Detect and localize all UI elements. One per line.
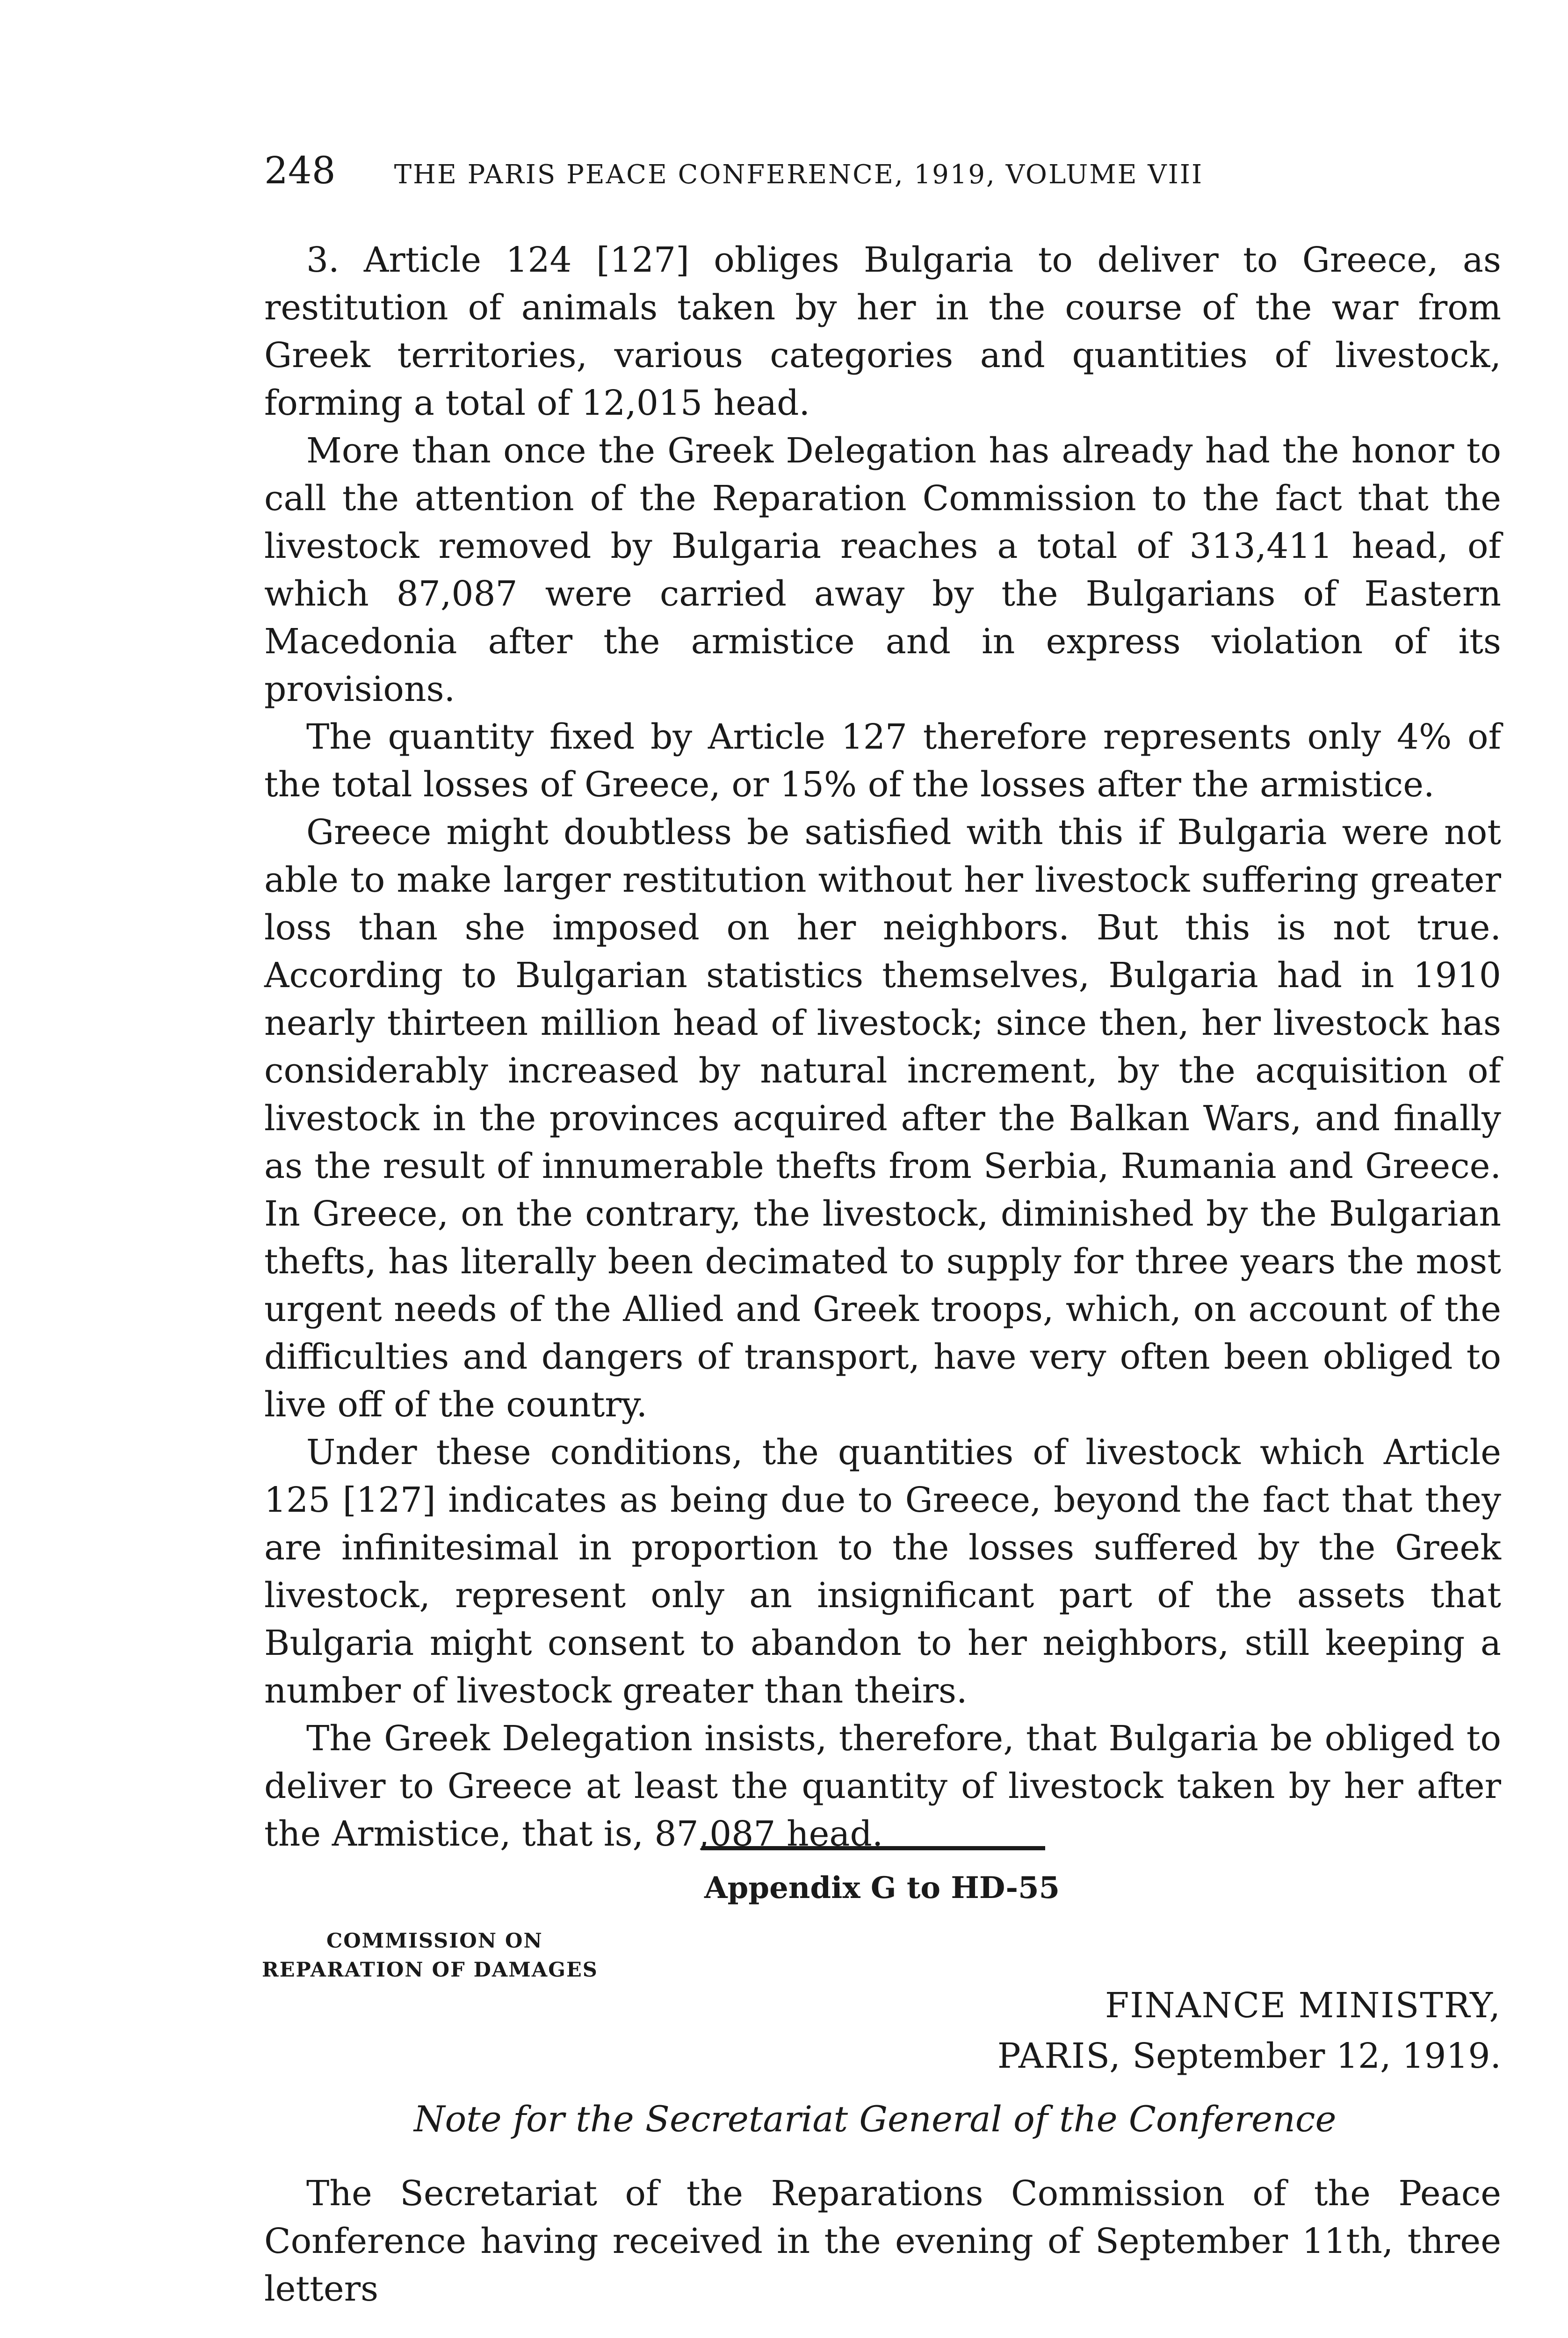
page-header xyxy=(264,149,1501,200)
commission-label-line1: COMMISSION ON xyxy=(326,1929,543,1953)
paragraph: Under these conditions, the quantities of livestock which Article 125 [127] indicates as being due to Greece, beyond the fact that they are infinitesimal in proportion to the losses suffered by the Greek livestock, represent only an insignificant part of the assets that Bulgaria might consent to abandon to her neighbors, still keeping a number of livestock greater than theirs. xyxy=(264,1432,1501,1711)
commission-label xyxy=(262,1927,598,1984)
dateline-date: September 12, 1919. xyxy=(1132,2036,1501,2076)
paragraph: The quantity fixed by Article 127 therefore represents only 4% of the total losses of Greece, or 15% of the losses after the armistice. xyxy=(264,717,1501,805)
note-title: Note for the Secretariat General of the Conference xyxy=(414,2098,1337,2140)
paragraph: Greece might doubtless be satisfied with this if Bulgaria were not able to make larger restitution without her livestock suffering greater loss than she imposed on her neighbors. But this is not true. According to Bulgarian statistics themselves, Bulgaria had in 1910 nearly thirteen million head of livestock; since then, her livestock has considerably increased by natural increment, by the acquisition of livestock in the provinces acquired after the Balkan Wars, and finally as the result of innumerable thefts from Serbia, Rumania and Greece. In Greece, on the contrary, the livestock, diminished by the Bulgarian thefts, has literally been decimated to supply for three years the most urgent needs of the Allied and Greek troops, which, on account of the difficulties and dangers of transport, have very often been obliged to live off of the country. xyxy=(264,812,1501,1425)
running-head: THE PARIS PEACE CONFERENCE, 1919, VOLUME VIII xyxy=(394,159,1204,190)
dateline-ministry: FINANCE MINISTRY, xyxy=(1105,1985,1501,2026)
appendix-title: Appendix G to HD-55 xyxy=(704,1870,1060,1905)
paragraph: The Greek Delegation insists, therefore, that Bulgaria be obliged to deliver to Greece at least the quantity of livestock taken by her after the Armistice, that is, 87,087 head. xyxy=(264,1718,1501,1854)
paragraph: More than once the Greek Delegation has already had the honor to call the attention of the Reparation Commission to the fact that the livestock removed by Bulgaria reaches a total of 313,411 head, of which 87,087 were carried away by the Bulgarians of Eastern Macedonia after the armistice and in express violation of its provisions. xyxy=(264,431,1501,709)
commission-label-line2: REPARATION OF DAMAGES xyxy=(262,1958,598,1982)
paragraph: 3. Article 124 [127] obliges Bulgaria to deliver to Greece, as restitution of animals taken by her in the course of the war from Greek territories, various categories and quantities of livestock, forming a total of 12,015 head. xyxy=(264,240,1501,423)
dateline-place-date xyxy=(846,2031,1501,2081)
body-text xyxy=(264,236,1501,1858)
closing-text xyxy=(264,2170,1501,2313)
section-divider xyxy=(701,1846,1045,1850)
dateline xyxy=(846,1980,1501,2081)
paragraph: The Secretariat of the Reparations Commission of the Peace Conference having received in the evening of September 11th, three letters xyxy=(264,2173,1501,2309)
page-number: 248 xyxy=(264,149,336,192)
dateline-city: PARIS, xyxy=(997,2036,1121,2076)
